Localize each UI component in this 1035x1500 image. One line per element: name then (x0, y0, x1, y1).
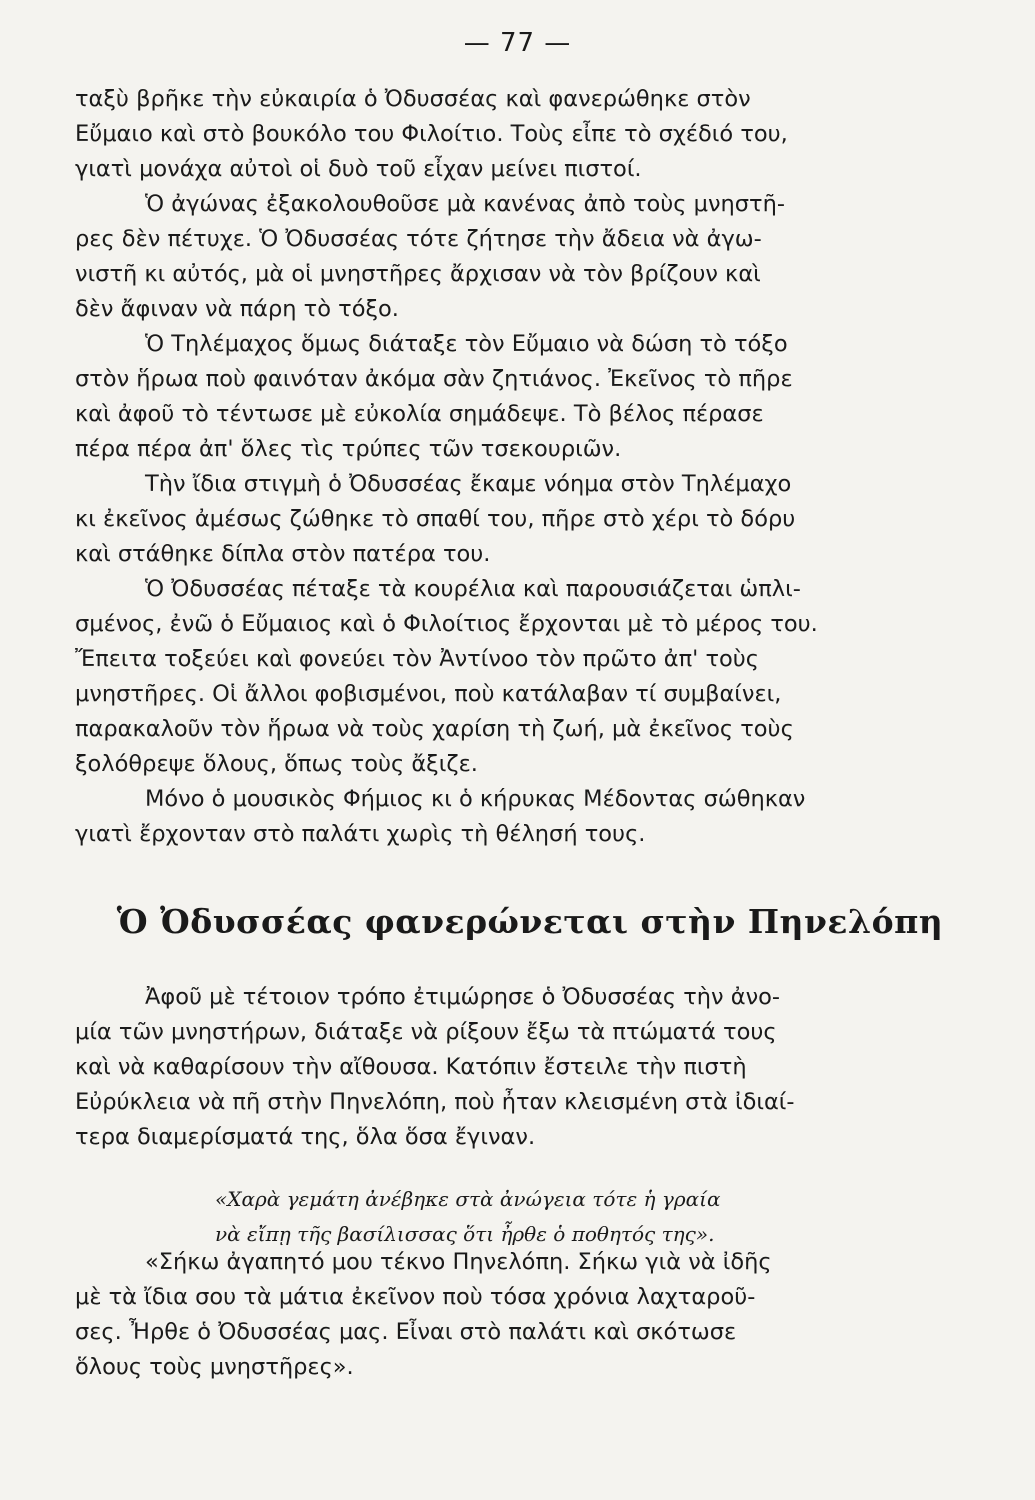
text-line: γιατὶ μονάχα αὐτοὶ οἱ δυὸ τοῦ εἶχαν μείνει πιστοί. (75, 156, 642, 182)
main-text-block (75, 82, 985, 852)
text-line: τερα διαμερίσματά της, ὅλα ὅσα ἔγιναν. (75, 1124, 536, 1150)
text-line: Μόνο ὁ μουσικὸς Φήμιος κι ὁ κήρυκας Μέδοντας σώθηκαν (145, 786, 806, 812)
text-line: ρες δὲν πέτυχε. Ὁ Ὀδυσσέας τότε ζήτησε τὴν ἄδεια νὰ ἀγω- (75, 226, 762, 252)
text-line: σες. Ἦρθε ὁ Ὀδυσσέας μας. Εἶναι στὸ παλάτι καὶ σκότωσε (75, 1319, 737, 1345)
text-line: Ὁ Τηλέμαχος ὅμως διάταξε τὸν Εὔμαιο νὰ δώση τὸ τόξο (145, 331, 788, 357)
text-line: Ὁ Ὀδυσσέας πέταξε τὰ κουρέλια καὶ παρουσιάζεται ὡπλι- (145, 576, 801, 602)
text-line: καὶ στάθηκε δίπλα στὸν πατέρα του. (75, 541, 491, 567)
text-line: παρακαλοῦν τὸν ἥρωα νὰ τοὺς χαρίση τὴ ζωή, μὰ ἐκεῖνος τοὺς (75, 716, 794, 742)
text-line: μνηστῆρες. Οἱ ἄλλοι φοβισμένοι, ποὺ κατάλαβαν τί συμβαίνει, (75, 681, 782, 707)
text-line: στὸν ἥρωα ποὺ φαινόταν ἀκόμα σὰν ζητιάνος. Ἐκεῖνος τὸ πῆρε (75, 366, 793, 392)
text-line: καὶ νὰ καθαρίσουν τὴν αἴθουσα. Κατόπιν ἔστειλε τὴν πιστὴ (75, 1054, 747, 1080)
text-line: Εὐρύκλεια νὰ πῆ στὴν Πηνελόπη, ποὺ ἦταν κλεισμένη στὰ ἰδιαί- (75, 1089, 795, 1115)
page-number: — 77 — (463, 28, 572, 58)
text-line: πέρα πέρα ἀπ' ὅλες τὶς τρύπες τῶν τσεκουριῶν. (75, 436, 622, 462)
section-text-block (75, 980, 985, 1155)
text-line: Ἔπειτα τοξεύει καὶ φονεύει τὸν Ἀντίνοο τὸν πρῶτο ἀπ' τοὺς (75, 646, 759, 672)
dialogue-text-block (75, 1245, 985, 1385)
text-line: «Σήκω ἀγαπητό μου τέκνο Πηνελόπη. Σήκω γιὰ νὰ ἰδῆς (145, 1249, 772, 1275)
quote-line: «Χαρὰ γεμάτη ἀνέβηκε στὰ ἀνώγεια τότε ἡ γραία (215, 1187, 721, 1211)
text-line: γιατὶ ἔρχονταν στὸ παλάτι χωρὶς τὴ θέλησή τους. (75, 821, 646, 847)
text-line: Ὁ ἀγώνας ἐξακολουθοῦσε μὰ κανένας ἀπὸ τοὺς μνηστῆ- (145, 191, 785, 217)
text-line: ταξὺ βρῆκε τὴν εὐκαιρία ὁ Ὀδυσσέας καὶ φανερώθηκε στὸν (75, 86, 751, 112)
text-line: νιστῆ κι αὐτός, μὰ οἱ μνηστῆρες ἄρχισαν νὰ τὸν βρίζουν καὶ (75, 261, 761, 287)
text-line: Τὴν ἴδια στιγμὴ ὁ Ὀδυσσέας ἔκαμε νόημα στὸν Τηλέμαχο (145, 471, 792, 497)
text-line: μία τῶν μνηστήρων, διάταξε νὰ ρίξουν ἔξω τὰ πτώματά τους (75, 1019, 777, 1045)
section-heading: Ὁ Ὀδυσσέας φανερώνεται στὴν Πηνελόπη (116, 902, 944, 941)
quote-line: νὰ εἴπῃ τῆς βασίλισσας ὅτι ἦρθε ὁ ποθητός της». (215, 1222, 715, 1246)
text-line: μὲ τὰ ἴδια σου τὰ μάτια ἐκεῖνον ποὺ τόσα χρόνια λαχταροῦ- (75, 1284, 756, 1310)
text-line: σμένος, ἐνῶ ὁ Εὔμαιος καὶ ὁ Φιλοίτιος ἔρχονται μὲ τὸ μέρος του. (75, 611, 818, 637)
text-line: ξολόθρεψε ὅλους, ὅπως τοὺς ἄξιζε. (75, 751, 478, 777)
text-line: καὶ ἀφοῦ τὸ τέντωσε μὲ εὐκολία σημάδεψε. Τὸ βέλος πέρασε (75, 401, 764, 427)
text-line: Εὔμαιο καὶ στὸ βουκόλο του Φιλοίτιο. Τοὺς εἶπε τὸ σχέδιό του, (75, 121, 788, 147)
text-line: ὅλους τοὺς μνηστῆρες». (75, 1354, 354, 1380)
text-line: δὲν ἄφιναν νὰ πάρη τὸ τόξο. (75, 296, 399, 322)
verse-quote (215, 1180, 915, 1250)
text-line: κι ἐκεῖνος ἀμέσως ζώθηκε τὸ σπαθί του, πῆρε στὸ χέρι τὸ δόρυ (75, 506, 796, 532)
text-line: Ἀφοῦ μὲ τέτοιον τρόπο ἐτιμώρησε ὁ Ὀδυσσέας τὴν ἀνο- (145, 984, 781, 1010)
